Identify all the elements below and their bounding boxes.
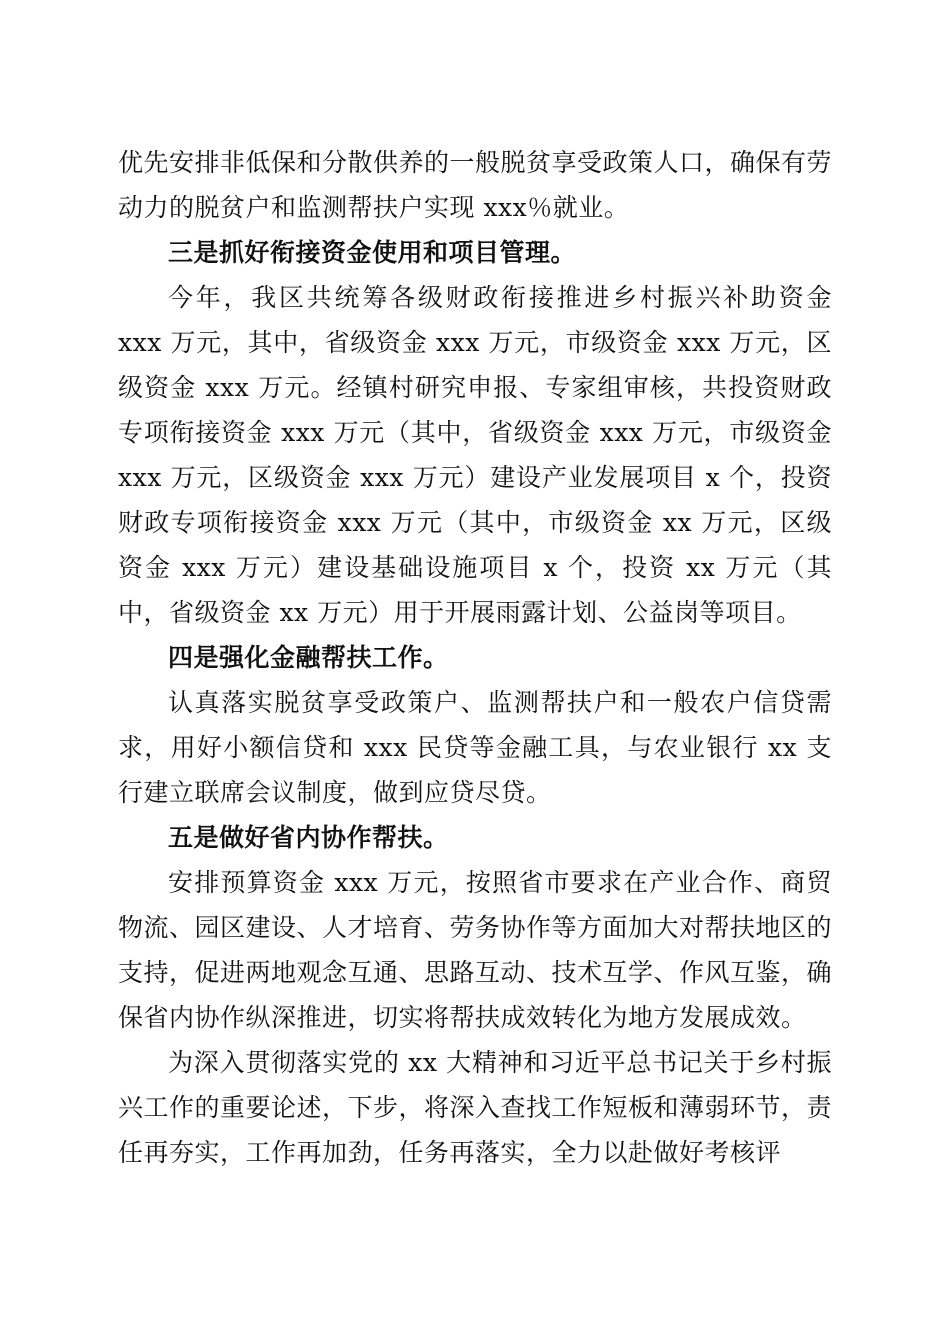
- paragraph-employment: 优先安排非低保和分散供养的一般脱贫享受政策人口，确保有劳动力的脱贫户和监测帮扶户实现 xxx％就业。: [118, 148, 833, 222]
- paragraph-credit: 认真落实脱贫享受政策户、监测帮扶户和一般农户信贷需求，用好小额信贷和 xxx 民贷等金融工具，与农业银行 xx 支行建立联席会议制度，做到应贷尽贷。: [118, 688, 832, 807]
- heading-financial-support: 四是强化金融帮扶工作。: [168, 643, 449, 672]
- heading-provincial-cooperation: 五是做好省内协作帮扶。: [168, 823, 449, 852]
- heading-fund-management: 三是抓好衔接资金使用和项目管理。: [168, 238, 577, 267]
- paragraph-fund-details: 今年，我区共统筹各级财政衔接推进乡村振兴补助资金 xxx 万元，其中，省级资金 xxx 万元，市级资金 xxx 万元，区级资金 xxx 万元。经镇村研究申报、专家组审核，共投资财政专项衔接资金 xxx 万元（其中，省级资金 xxx 万元，市级资金 xxx 万元，区级资金 xxx 万元）建设产业发展项目 x 个，投资财政专项衔接资金 xxx 万元（其中，市级资金 xx 万元，区级资金 xxx 万元）建设基础设施项目 x 个，投资 xx 万元（其中，省级资金 xx 万元）用于开展雨露计划、公益岗等项目。: [118, 283, 832, 627]
- paragraph-next-steps: 为深入贯彻落实党的 xx 大精神和习近平总书记关于乡村振兴工作的重要论述，下步，将深入查找工作短板和薄弱环节，责任再夯实，工作再加劲，任务再落实，全力以赴做好考核评: [118, 1048, 833, 1167]
- document-page: [118, 140, 832, 1175]
- paragraph-cooperation: 安排预算资金 xxx 万元，按照省市要求在产业合作、商贸物流、园区建设、人才培育、劳务协作等方面加大对帮扶地区的支持，促进两地观念互通、思路互动、技术互学、作风互鉴，确保省内协作纵深推进，切实将帮扶成效转化为地方发展成效。: [118, 868, 833, 1032]
